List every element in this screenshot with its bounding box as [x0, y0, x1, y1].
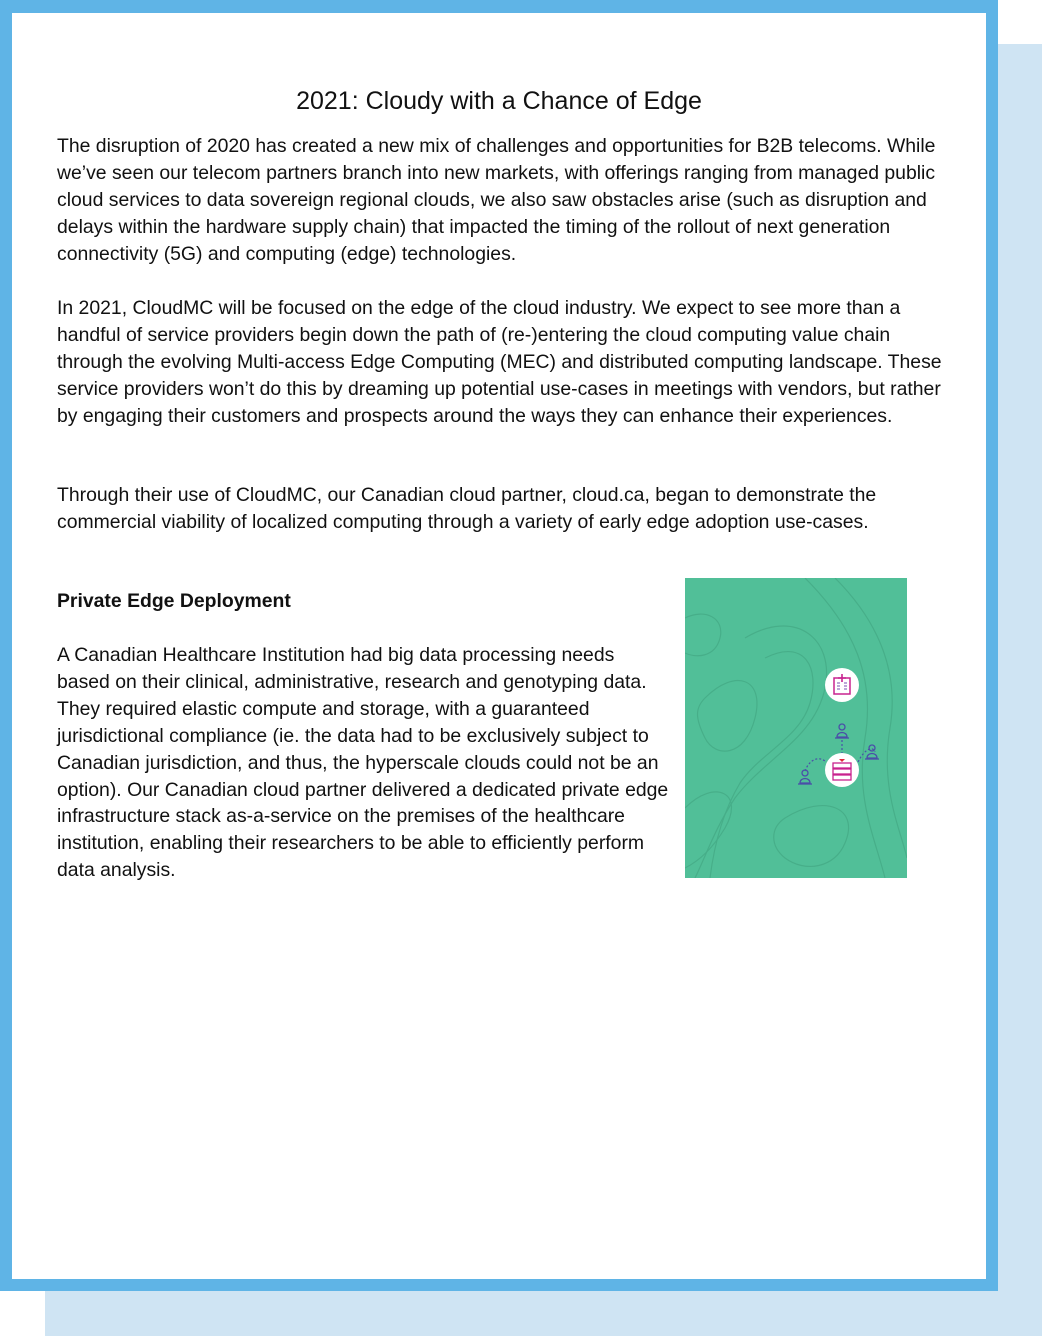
hospital-icon	[825, 668, 859, 702]
paragraph-focus: In 2021, CloudMC will be focused on the edge of the cloud industry. We expect to see more than a handful of service providers begin down the path of (re-)entering the cloud computing value chain through the evolving Multi-access Edge Computing (MEC) and distributed computing landscape. These service providers won’t do this by dreaming up potential use-cases in meetings with vendors, but rather by engaging their customers and prospects around the ways they can enhance their experiences.	[57, 297, 942, 427]
topographic-lines	[685, 578, 907, 878]
user-icon	[798, 770, 812, 784]
section-body: A Canadian Healthcare Institution had big data processing needs based on their clinical, administrative, research and genotyping data. They required elastic compute and storage, with a guaranteed jurisdictional compliance (ie. the data had to be exclusively subject to Canadian jurisdiction, and thus, the hyperscale clouds could not be an option). Our Canadian cloud partner delivered a dedicated private edge infrastructure stack as-a-service on the premises of the healthcare institution, enabling their researchers to be able to efficiently perform data analysis.	[57, 644, 669, 882]
paragraph-intro: The disruption of 2020 has created a new mix of challenges and opportunities for B2B telecoms. While we’ve seen our telecom partners branch into new markets, with offerings ranging from managed public cloud services to data sovereign regional clouds, we also saw obstacles arise (such as disruption and delays within the hardware supply chain) that impacted the timing of the rollout of next generation connectivity (5G) and computing (edge) technologies.	[57, 135, 936, 265]
user-icon	[835, 724, 849, 738]
map-illustration	[685, 578, 907, 878]
server-icon	[825, 753, 859, 787]
edge-deployment-illustration	[685, 578, 907, 878]
document-page	[12, 13, 986, 1279]
page-title: 2021: Cloudy with a Chance of Edge	[296, 87, 702, 115]
paragraph-cloudca: Through their use of CloudMC, our Canadian cloud partner, cloud.ca, began to demonstrate the commercial viability of localized computing through a variety of early edge adoption use-cases.	[57, 484, 877, 533]
user-icon	[865, 745, 879, 759]
section-heading: Private Edge Deployment	[57, 590, 291, 612]
